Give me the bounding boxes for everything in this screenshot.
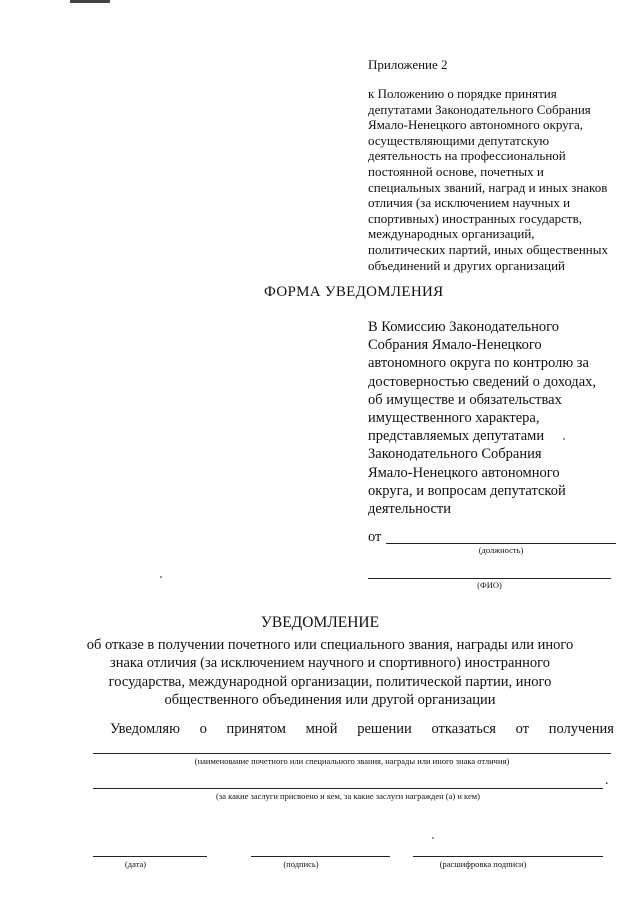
signature-decoding-field-line[interactable] — [413, 856, 603, 857]
position-caption: (должность) — [478, 545, 524, 555]
notice-subtitle — [80, 636, 580, 710]
merit-caption: (за какие заслуги присвоено и кем, за какие заслуги награжден (а) и кем) — [216, 791, 480, 801]
addressee-line: имущественного характера, — [368, 410, 540, 427]
addressee-line: достоверностью сведений о доходах, — [368, 373, 596, 390]
addressee-block — [368, 318, 636, 518]
notice-title: УВЕДОМЛЕНИЕ — [260, 614, 380, 631]
addressee-line: округа, и вопросам депутатской — [368, 482, 566, 499]
notice-subtitle-line: государства, международной организации, политической партии, иного — [108, 673, 552, 690]
trailing-dot: . — [605, 773, 609, 788]
appendix-line: спортивных) иностранных государств, — [368, 210, 582, 226]
name-field-line[interactable] — [368, 578, 611, 579]
appendix-title: Приложение 2 — [368, 57, 448, 72]
statement-word: отказаться — [431, 721, 496, 737]
signature-field-line[interactable] — [251, 856, 390, 857]
statement-word: решении — [357, 721, 412, 737]
appendix-line: к Положению о порядке принятия — [368, 86, 557, 101]
addressee-line: автономного округа по контролю за — [368, 355, 589, 372]
appendix-description — [368, 86, 636, 273]
scan-speck — [432, 837, 434, 839]
appendix-line: отличия (за исключением научных и — [368, 195, 571, 211]
addressee-line: В Комиссию Законодательного — [368, 319, 559, 335]
addressee-line: деятельности — [368, 501, 452, 518]
notice-subtitle-line: знака отличия (за исключением научного и спортивного) иностранного — [109, 655, 551, 672]
statement-word: о — [199, 721, 207, 737]
date-field-line[interactable] — [93, 856, 207, 857]
statement-word: мной — [305, 721, 338, 737]
scan-mark — [70, 0, 110, 3]
from-label: от — [368, 529, 382, 545]
appendix-line: объединений и других организаций — [368, 257, 566, 273]
appendix-line: специальных званий, наград и иных знаков — [368, 179, 608, 195]
appendix-line: Ямало-Ненецкого автономного округа, — [368, 117, 584, 133]
award-name-field-line[interactable] — [93, 753, 611, 754]
merit-field-line[interactable] — [93, 788, 603, 789]
position-field-line[interactable] — [386, 543, 616, 544]
form-title: ФОРМА УВЕДОМЛЕНИЯ — [264, 284, 444, 300]
appendix-line: международных организаций, — [368, 226, 535, 242]
signature-decoding-caption: (расшифровка подписи) — [439, 859, 527, 869]
appendix-line: политических партий, иных общественных — [368, 241, 608, 257]
addressee-line: представляемых депутатами — [368, 428, 545, 445]
statement-word: получения — [548, 721, 614, 737]
scan-speck — [160, 576, 162, 578]
date-caption: (дата) — [124, 859, 147, 869]
notice-subtitle-line: об отказе в получении почетного или специального звания, награды или иного — [86, 637, 574, 653]
appendix-line: постоянной основе, почетных и — [368, 163, 544, 179]
addressee-line: Законодательного Собрания — [368, 446, 542, 463]
name-caption: (ФИО) — [477, 580, 502, 590]
addressee-line: об имуществе и обязательствах — [368, 391, 562, 408]
notice-subtitle-line: общественного объединения или другой организации — [164, 692, 496, 709]
appendix-line: деятельность на профессиональной — [368, 148, 566, 164]
appendix-line: осуществляющими депутатскую — [368, 132, 550, 148]
statement-word: от — [515, 721, 530, 737]
award-name-caption: (наименование почетного или специального звания, награды или иного знака отличия) — [194, 756, 510, 766]
statement-word: Уведомляю — [110, 721, 180, 737]
addressee-line: Ямало-Ненецкого автономного — [368, 464, 560, 481]
notice-statement — [110, 721, 614, 738]
signature-caption: (подпись) — [283, 859, 319, 869]
statement-word: принятом — [226, 721, 286, 737]
appendix-line: депутатами Законодательного Собрания — [368, 101, 591, 117]
scan-speck — [563, 438, 565, 440]
addressee-line: Собрания Ямало-Ненецкого — [368, 337, 542, 354]
